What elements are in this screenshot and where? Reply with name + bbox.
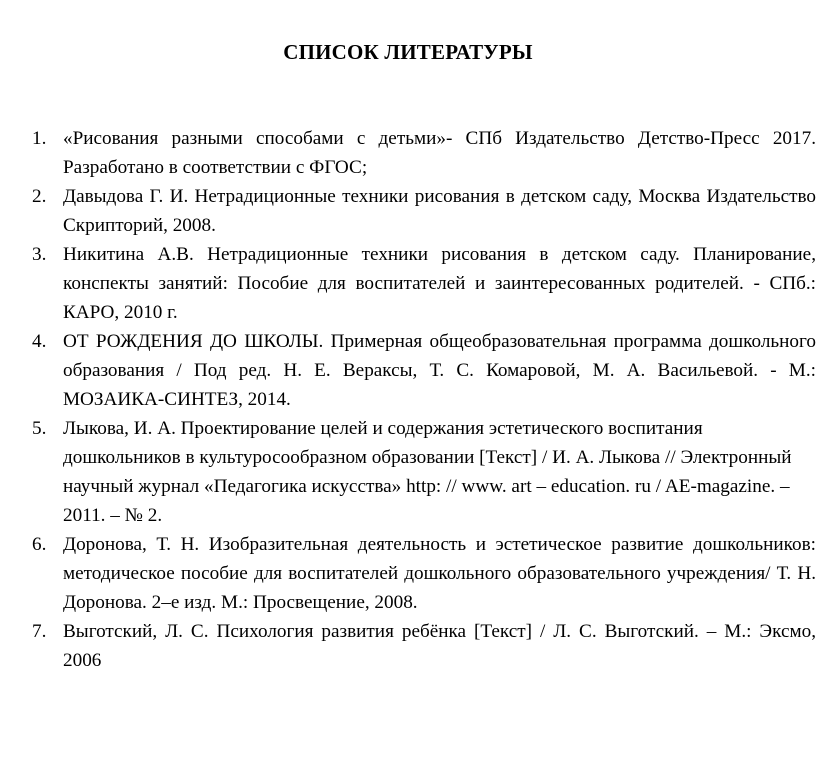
reference-number: 4. [32,331,47,352]
reference-number: 1. [32,128,47,149]
reference-number: 5. [32,418,47,439]
reference-text: «Рисования разными способами с детьми»- СПб Издательство Детство-Пресс 2017. Разработано в соответствии с ФГОС; [63,128,816,178]
reference-number: 3. [32,244,47,265]
reference-number: 2. [32,186,47,207]
reference-item-2 [32,182,816,240]
reference-text: ОТ РОЖДЕНИЯ ДО ШКОЛЫ. Примерная общеобразовательная программа дошкольного образования / Под ред. Н. Е. Вераксы, Т. С. Комаровой, М. А. Васильевой. - М.: МОЗАИКА-СИНТЕЗ, 2014. [63,331,816,410]
reference-list [32,124,816,675]
reference-number: 6. [32,534,47,555]
reference-text: Лыкова, И. А. Проектирование целей и содержания эстетического воспитания дошкольников в культуросообразном образовании [Текст] / И. А. Лыкова // Электронный научный журнал «Педагогика искусства» http: // www. art – education. ru / AE-magazine. – 2011. – № 2. [63,418,792,526]
reference-item-7 [32,617,816,675]
reference-text: Выготский, Л. С. Психология развития ребёнка [Текст] / Л. С. Выготский. – М.: Эксмо, 2006 [63,621,816,671]
reference-text: Давыдова Г. И. Нетрадиционные техники рисования в детском саду, Москва Издательство Скрипторий, 2008. [63,186,816,236]
reference-item-5 [32,414,816,530]
reference-item-4 [32,327,816,414]
reference-item-6 [32,530,816,617]
reference-text: Никитина А.В. Нетрадиционные техники рисования в детском саду. Планирование, конспекты занятий: Пособие для воспитателей и заинтересованных родителей. - СПб.: КАРО, 2010 г. [63,244,816,323]
reference-number: 7. [32,621,47,642]
page-title: СПИСОК ЛИТЕРАТУРЫ [283,40,533,64]
reference-item-1 [32,124,816,182]
reference-text: Доронова, Т. Н. Изобразительная деятельность и эстетическое развитие дошкольников: методическое пособие для воспитателей дошкольного образовательного учреждения/ Т. Н. Доронова. 2–е изд. М.: Просвещение, 2008. [63,534,816,613]
reference-item-3 [32,240,816,327]
